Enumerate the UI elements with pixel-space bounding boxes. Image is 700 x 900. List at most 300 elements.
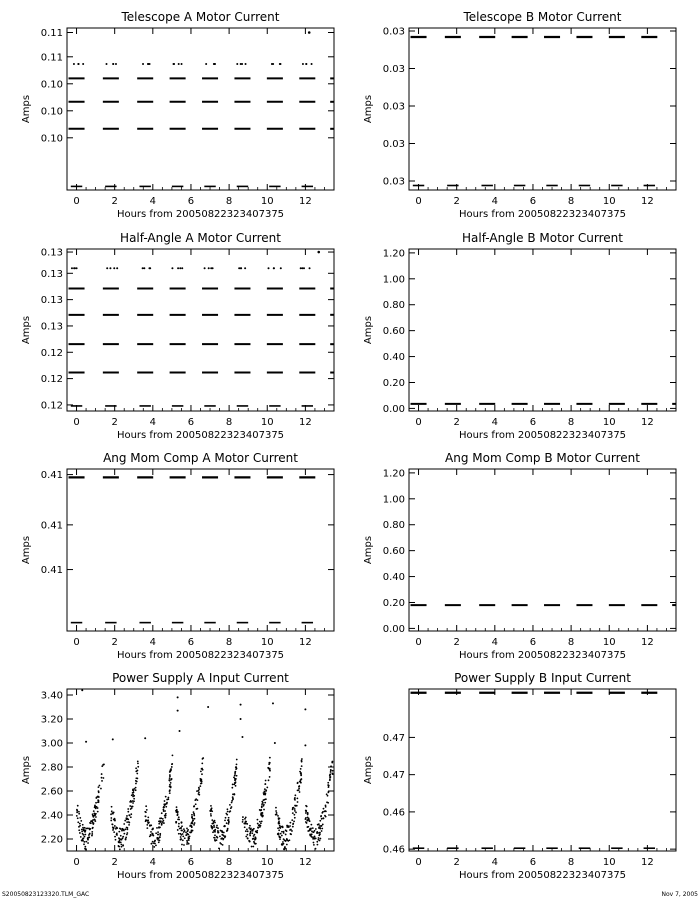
data-point: [301, 758, 303, 760]
data-point: [323, 818, 325, 820]
data-point: [98, 786, 100, 788]
data-point: [299, 791, 301, 793]
data-point: [112, 813, 114, 815]
data-point: [177, 829, 179, 831]
y-tick-label: 0.20: [382, 597, 405, 609]
data-point: [300, 774, 302, 776]
x-tick-label: 6: [187, 637, 195, 648]
y-tick-label: 1.20: [382, 468, 405, 480]
data-point: [263, 809, 265, 811]
data-point: [180, 839, 182, 841]
y-tick-label: 2.60: [40, 786, 63, 798]
data-point: [326, 793, 328, 795]
y-tick-label: 0.41: [40, 470, 63, 482]
panel-title: Power Supply A Input Current: [112, 671, 289, 685]
data-point: [124, 820, 126, 822]
data-point: [244, 826, 246, 828]
x-tick-label: 10: [260, 857, 274, 868]
panel-title: Ang Mom Comp B Motor Current: [445, 451, 640, 465]
x-tick-label: 10: [260, 417, 274, 428]
data-point: [251, 832, 253, 834]
data-point: [298, 786, 300, 788]
y-tick-label: 0.12: [40, 374, 63, 386]
data-point: [187, 829, 189, 831]
data-point: [165, 803, 167, 805]
data-point: [159, 836, 161, 838]
data-point: [199, 785, 201, 787]
data-point: [242, 821, 244, 823]
data-point: [82, 837, 84, 839]
data-point: [130, 816, 132, 818]
outlier-point: [177, 696, 179, 698]
y-tick-label: 0.12: [40, 347, 63, 359]
data-point: [165, 796, 167, 798]
data-point: [152, 828, 154, 830]
data-point: [269, 769, 271, 771]
data-point: [292, 812, 294, 814]
data-point: [227, 811, 229, 813]
data-point: [82, 63, 84, 65]
data-point: [91, 833, 93, 835]
y-tick-label: 0.13: [40, 247, 63, 259]
data-point: [93, 810, 95, 812]
data-point: [101, 780, 103, 782]
data-point: [163, 806, 165, 808]
x-tick-label: 8: [567, 857, 575, 868]
data-point: [204, 267, 206, 269]
x-tick-label: 4: [149, 196, 157, 207]
outlier-point: [179, 730, 181, 732]
data-point: [290, 833, 292, 835]
data-point: [78, 829, 80, 831]
data-point: [157, 831, 159, 833]
data-point: [130, 813, 132, 815]
data-point: [305, 63, 307, 65]
data-point: [132, 802, 134, 804]
data-point: [293, 814, 295, 816]
data-point: [275, 807, 277, 809]
data-point: [275, 810, 277, 812]
x-axis-label: Hours from 20050822323407375: [458, 430, 627, 441]
y-tick-label: 0.40: [382, 352, 405, 364]
data-point: [293, 820, 295, 822]
data-point: [155, 832, 157, 834]
data-point: [262, 802, 264, 804]
data-point: [286, 839, 288, 841]
data-point: [129, 815, 131, 817]
data-point: [76, 267, 78, 269]
data-point: [320, 825, 322, 827]
data-point: [178, 816, 180, 818]
data-point: [112, 829, 114, 831]
data-point: [314, 830, 316, 832]
data-point: [201, 782, 203, 784]
y-axis-label: Amps: [363, 94, 374, 124]
data-point: [319, 820, 321, 822]
data-point: [329, 779, 331, 781]
data-point: [277, 833, 279, 835]
data-point: [185, 832, 187, 834]
plot-frame: [409, 469, 676, 631]
y-tick-label: 0.41: [40, 565, 63, 577]
data-point: [110, 817, 112, 819]
data-point: [289, 839, 291, 841]
data-point: [329, 777, 331, 779]
data-point: [311, 63, 313, 65]
x-tick-label: 10: [260, 637, 274, 648]
data-point: [228, 817, 230, 819]
y-axis-label: Amps: [21, 315, 32, 345]
data-point: [225, 817, 227, 819]
data-point: [180, 836, 182, 838]
data-point: [257, 823, 259, 825]
data-point: [84, 834, 86, 836]
data-point: [171, 763, 173, 765]
data-point: [219, 842, 221, 844]
data-point: [321, 830, 323, 832]
data-point: [292, 823, 294, 825]
data-point: [91, 831, 93, 833]
data-point: [227, 828, 229, 830]
data-point: [210, 815, 212, 817]
data-point: [236, 63, 238, 65]
data-point: [193, 811, 195, 813]
data-point: [318, 834, 320, 836]
outlier-point: [272, 702, 274, 704]
data-point: [257, 819, 259, 821]
data-point: [229, 810, 231, 812]
panel-title: Power Supply B Input Current: [454, 671, 631, 685]
data-point: [105, 63, 107, 65]
data-point: [128, 824, 130, 826]
x-tick-label: 12: [641, 637, 654, 648]
data-point: [316, 832, 318, 834]
outlier-point: [144, 737, 146, 739]
data-point: [212, 267, 214, 269]
data-point: [76, 811, 78, 813]
data-point: [308, 818, 310, 820]
data-point: [101, 773, 103, 775]
data-point: [84, 841, 86, 843]
data-point: [193, 806, 195, 808]
data-point: [208, 267, 210, 269]
data-point: [289, 825, 291, 827]
data-point: [264, 783, 266, 785]
data-point: [126, 821, 128, 823]
data-point: [133, 795, 135, 797]
data-point: [136, 781, 138, 783]
data-point: [79, 817, 81, 819]
data-point: [249, 825, 251, 827]
data-point: [148, 267, 150, 269]
data-point: [280, 267, 282, 269]
data-point: [181, 63, 183, 65]
data-point: [92, 813, 94, 815]
data-point: [314, 835, 316, 837]
data-point: [201, 762, 203, 764]
data-point: [178, 826, 180, 828]
data-point: [121, 846, 123, 848]
data-point: [294, 794, 296, 796]
data-point: [194, 818, 196, 820]
data-point: [170, 779, 172, 781]
y-axis-label: Amps: [21, 94, 32, 124]
data-point: [74, 267, 76, 269]
data-point: [279, 838, 281, 840]
data-point: [112, 824, 114, 826]
data-point: [165, 806, 167, 808]
data-point: [214, 829, 216, 831]
y-tick-label: 0.03: [382, 101, 405, 113]
x-tick-label: 2: [453, 857, 460, 868]
data-point: [294, 805, 296, 807]
data-point: [150, 831, 152, 833]
data-point: [128, 821, 130, 823]
y-tick-label: 0.13: [40, 268, 63, 280]
data-point: [147, 822, 149, 824]
x-tick-label: 2: [111, 637, 118, 648]
data-point: [210, 809, 212, 811]
x-axis-label: Hours from 20050822323407375: [458, 870, 627, 881]
data-point: [265, 790, 267, 792]
data-point: [150, 835, 152, 837]
data-point: [252, 838, 254, 840]
data-point: [102, 764, 104, 766]
data-point: [178, 823, 180, 825]
data-point: [312, 827, 314, 829]
data-point: [244, 267, 246, 269]
data-point: [169, 792, 171, 794]
data-point: [317, 251, 320, 254]
data-point: [181, 844, 183, 846]
data-point: [260, 825, 262, 827]
data-point: [231, 800, 233, 802]
data-point: [246, 828, 248, 830]
data-point: [125, 828, 127, 830]
data-point: [97, 807, 99, 809]
x-tick-label: 8: [225, 417, 233, 428]
x-tick-label: 0: [415, 857, 422, 868]
data-point: [249, 833, 251, 835]
data-point: [95, 816, 97, 818]
data-point: [214, 840, 216, 842]
y-tick-label: 1.00: [382, 274, 405, 286]
data-point: [101, 777, 103, 779]
data-point: [298, 788, 300, 790]
data-point: [114, 825, 116, 827]
data-point: [246, 823, 248, 825]
data-point: [278, 817, 280, 819]
data-point: [286, 830, 288, 832]
plot-frame: [67, 249, 334, 411]
data-point: [315, 848, 317, 850]
data-point: [294, 810, 296, 812]
data-point: [231, 787, 233, 789]
data-point: [213, 837, 215, 839]
data-point: [158, 823, 160, 825]
data-point: [127, 808, 129, 810]
data-point: [122, 845, 124, 847]
data-point: [100, 788, 102, 790]
data-point: [191, 821, 193, 823]
x-tick-label: 0: [415, 637, 422, 648]
data-point: [316, 841, 318, 843]
data-point: [103, 777, 105, 779]
data-point: [250, 829, 252, 831]
x-tick-label: 2: [453, 417, 460, 428]
data-point: [71, 267, 73, 269]
data-point: [234, 771, 236, 773]
data-point: [285, 834, 287, 836]
data-point: [245, 836, 247, 838]
data-point: [158, 841, 160, 843]
x-tick-label: 2: [453, 196, 460, 207]
x-tick-label: 8: [567, 417, 575, 428]
data-point: [152, 835, 154, 837]
data-point: [153, 842, 155, 844]
data-point: [178, 63, 180, 65]
data-point: [313, 842, 315, 844]
x-tick-label: 2: [111, 196, 118, 207]
data-point: [170, 768, 172, 770]
data-point: [301, 765, 303, 767]
data-point: [289, 829, 291, 831]
data-point: [129, 801, 131, 803]
data-point: [188, 843, 190, 845]
data-point: [118, 845, 120, 847]
data-point: [98, 790, 100, 792]
x-tick-label: 6: [187, 196, 195, 207]
footer-filename: S20050823123320.TLM_GAC: [2, 891, 90, 898]
data-point: [213, 826, 215, 828]
data-point: [279, 825, 281, 827]
data-point: [150, 843, 152, 845]
x-tick-label: 12: [641, 417, 654, 428]
x-axis-label: Hours from 20050822323407375: [458, 650, 627, 661]
outlier-point: [207, 706, 209, 708]
y-tick-label: 2.40: [40, 810, 63, 822]
data-point: [265, 780, 267, 782]
data-point: [277, 827, 279, 829]
data-point: [247, 830, 249, 832]
data-point: [327, 784, 329, 786]
y-tick-label: 2.80: [40, 762, 63, 774]
x-tick-label: 0: [415, 196, 422, 207]
data-point: [327, 795, 329, 797]
data-point: [285, 840, 287, 842]
x-tick-label: 10: [602, 196, 616, 207]
x-tick-label: 4: [491, 637, 499, 648]
data-point: [160, 817, 162, 819]
y-tick-label: 0.47: [382, 770, 405, 782]
data-point: [332, 773, 334, 775]
data-point: [180, 834, 182, 836]
data-point: [127, 828, 129, 830]
y-tick-label: 0.11: [40, 52, 63, 64]
x-tick-label: 12: [641, 857, 654, 868]
data-point: [169, 777, 171, 779]
data-point: [227, 819, 229, 821]
x-tick-label: 0: [415, 417, 422, 428]
data-point: [166, 802, 168, 804]
x-tick-label: 10: [260, 196, 274, 207]
data-point: [330, 765, 332, 767]
data-point: [296, 797, 298, 799]
data-point: [145, 820, 147, 822]
data-point: [317, 824, 319, 826]
x-tick-label: 6: [529, 196, 537, 207]
data-point: [261, 805, 263, 807]
x-tick-label: 6: [529, 637, 537, 648]
data-point: [192, 819, 194, 821]
data-point: [291, 830, 293, 832]
x-tick-label: 4: [149, 417, 157, 428]
data-point: [147, 817, 149, 819]
data-point: [190, 825, 192, 827]
data-point: [331, 762, 333, 764]
panel-7: [21, 671, 334, 881]
x-tick-label: 0: [73, 196, 80, 207]
y-tick-label: 0.10: [40, 133, 63, 145]
data-point: [137, 760, 139, 762]
data-point: [133, 798, 135, 800]
data-point: [186, 834, 188, 836]
data-point: [279, 827, 281, 829]
x-tick-label: 8: [567, 637, 575, 648]
panel-1: [21, 10, 334, 220]
data-point: [172, 754, 174, 756]
data-point: [234, 779, 236, 781]
data-point: [147, 819, 149, 821]
data-point: [306, 822, 308, 824]
outlier-point: [240, 718, 242, 720]
data-point: [182, 839, 184, 841]
data-point: [282, 841, 284, 843]
data-point: [129, 805, 131, 807]
panel-title: Half-Angle B Motor Current: [462, 231, 623, 245]
y-tick-label: 0.00: [382, 623, 405, 635]
data-point: [79, 825, 81, 827]
data-point: [214, 831, 216, 833]
plot-frame: [67, 689, 334, 851]
data-point: [246, 834, 248, 836]
data-point: [133, 800, 135, 802]
data-point: [188, 837, 190, 839]
y-tick-label: 0.60: [382, 326, 405, 338]
data-point: [317, 844, 319, 846]
data-point: [187, 834, 189, 836]
data-point: [210, 805, 212, 807]
y-tick-label: 0.40: [382, 572, 405, 584]
data-point: [77, 821, 79, 823]
data-point: [275, 814, 277, 816]
data-point: [151, 833, 153, 835]
y-axis-label: Amps: [363, 315, 374, 345]
data-point: [327, 782, 329, 784]
data-point: [120, 838, 122, 840]
data-point: [169, 775, 171, 777]
x-tick-label: 10: [602, 417, 616, 428]
data-point: [323, 808, 325, 810]
data-point: [231, 806, 233, 808]
data-point: [77, 63, 79, 65]
data-point: [87, 842, 89, 844]
data-point: [170, 782, 172, 784]
data-point: [191, 817, 193, 819]
data-point: [164, 817, 166, 819]
data-point: [200, 778, 202, 780]
data-point: [305, 812, 307, 814]
